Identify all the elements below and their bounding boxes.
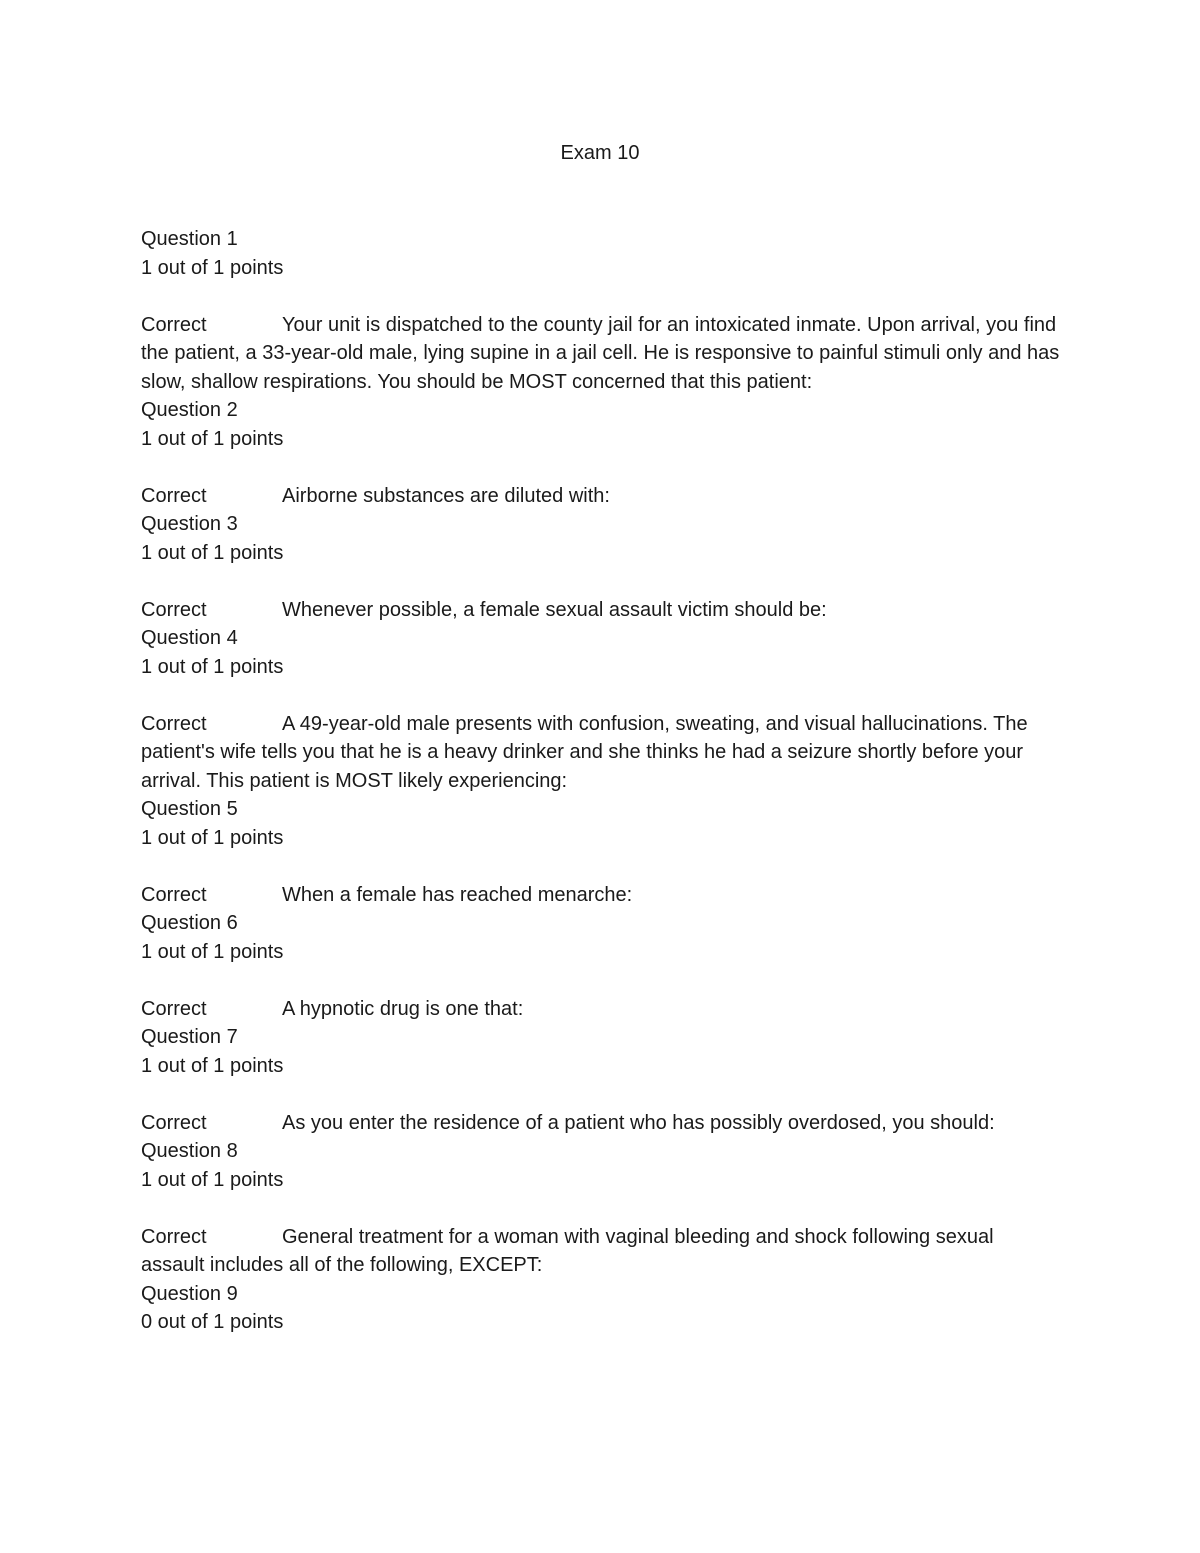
question-label: Question 8: [141, 1140, 238, 1162]
question-points: 1 out of 1 points: [141, 1168, 284, 1191]
status-label: Correct: [141, 484, 207, 507]
answer-row: [141, 596, 1061, 625]
answer-row: [141, 710, 1061, 796]
status-label: Correct: [141, 712, 207, 735]
question-item: [141, 624, 1061, 795]
question-item: [141, 510, 1061, 624]
question-text: A hypnotic drug is one that:: [282, 997, 524, 1020]
question-text: When a female has reached menarche:: [282, 883, 633, 906]
question-label: Question 4: [141, 627, 238, 649]
question-points: 1 out of 1 points: [141, 256, 284, 279]
question-text: General treatment for a woman with vaginal bleeding and shock following sexual assault includes all of the following, EXCEPT:: [141, 1225, 994, 1276]
question-text: As you enter the residence of a patient who has possibly overdosed, you should:: [282, 1111, 995, 1134]
status-label: Correct: [141, 313, 207, 336]
spacer: [141, 1194, 1061, 1223]
question-text: A 49-year-old male presents with confusion, sweating, and visual hallucinations. The patient's wife tells you that he is a heavy drinker and she thinks he had a seizure shortly before your arrival. This patient is MOST likely experiencing:: [141, 712, 1028, 792]
question-label: Question 3: [141, 513, 238, 535]
question-text: Whenever possible, a female sexual assault victim should be:: [282, 598, 827, 621]
spacer: [141, 681, 1061, 710]
status-label: Correct: [141, 1225, 207, 1248]
question-item: [141, 909, 1061, 1023]
spacer: [141, 852, 1061, 881]
question-points: 0 out of 1 points: [141, 1311, 284, 1333]
question-points: 1 out of 1 points: [141, 427, 284, 450]
answer-row: [141, 311, 1061, 397]
question-item: [141, 1280, 1061, 1337]
status-label: Correct: [141, 1111, 207, 1134]
question-points: 1 out of 1 points: [141, 655, 284, 678]
spacer: [141, 282, 1061, 311]
question-label: Question 1: [141, 228, 238, 250]
spacer: [141, 567, 1061, 596]
answer-row: [141, 1109, 1061, 1138]
question-label: Question 2: [141, 399, 238, 421]
answer-row: [141, 881, 1061, 910]
question-points: 1 out of 1 points: [141, 1054, 284, 1077]
question-item: [141, 225, 1061, 396]
question-list: [141, 225, 1061, 1337]
question-text: Your unit is dispatched to the county jail for an intoxicated inmate. Upon arrival, you find the patient, a 33-year-old male, lying supine in a jail cell. He is responsive to painful stimuli only and has slow, shallow respirations. You should be MOST concerned that this patient:: [141, 313, 1060, 393]
question-label: Question 6: [141, 912, 238, 934]
question-item: [141, 795, 1061, 909]
question-label: Question 9: [141, 1282, 238, 1305]
answer-row: [141, 1223, 1061, 1280]
question-item: [141, 1023, 1061, 1137]
question-label: Question 5: [141, 798, 238, 820]
question-points: 1 out of 1 points: [141, 826, 284, 849]
question-item: [141, 396, 1061, 510]
question-points: 1 out of 1 points: [141, 940, 284, 963]
spacer: [141, 453, 1061, 482]
spacer: [141, 966, 1061, 995]
answer-row: [141, 995, 1061, 1024]
question-points: 1 out of 1 points: [141, 541, 284, 564]
answer-row: [141, 482, 1061, 511]
question-text: Airborne substances are diluted with:: [282, 484, 610, 507]
status-label: Correct: [141, 883, 207, 906]
status-label: Correct: [141, 598, 207, 621]
status-label: Correct: [141, 997, 207, 1020]
question-label: Question 7: [141, 1026, 238, 1048]
document-title: Exam 10: [560, 142, 640, 164]
question-item: [141, 1137, 1061, 1280]
spacer: [141, 1080, 1061, 1109]
